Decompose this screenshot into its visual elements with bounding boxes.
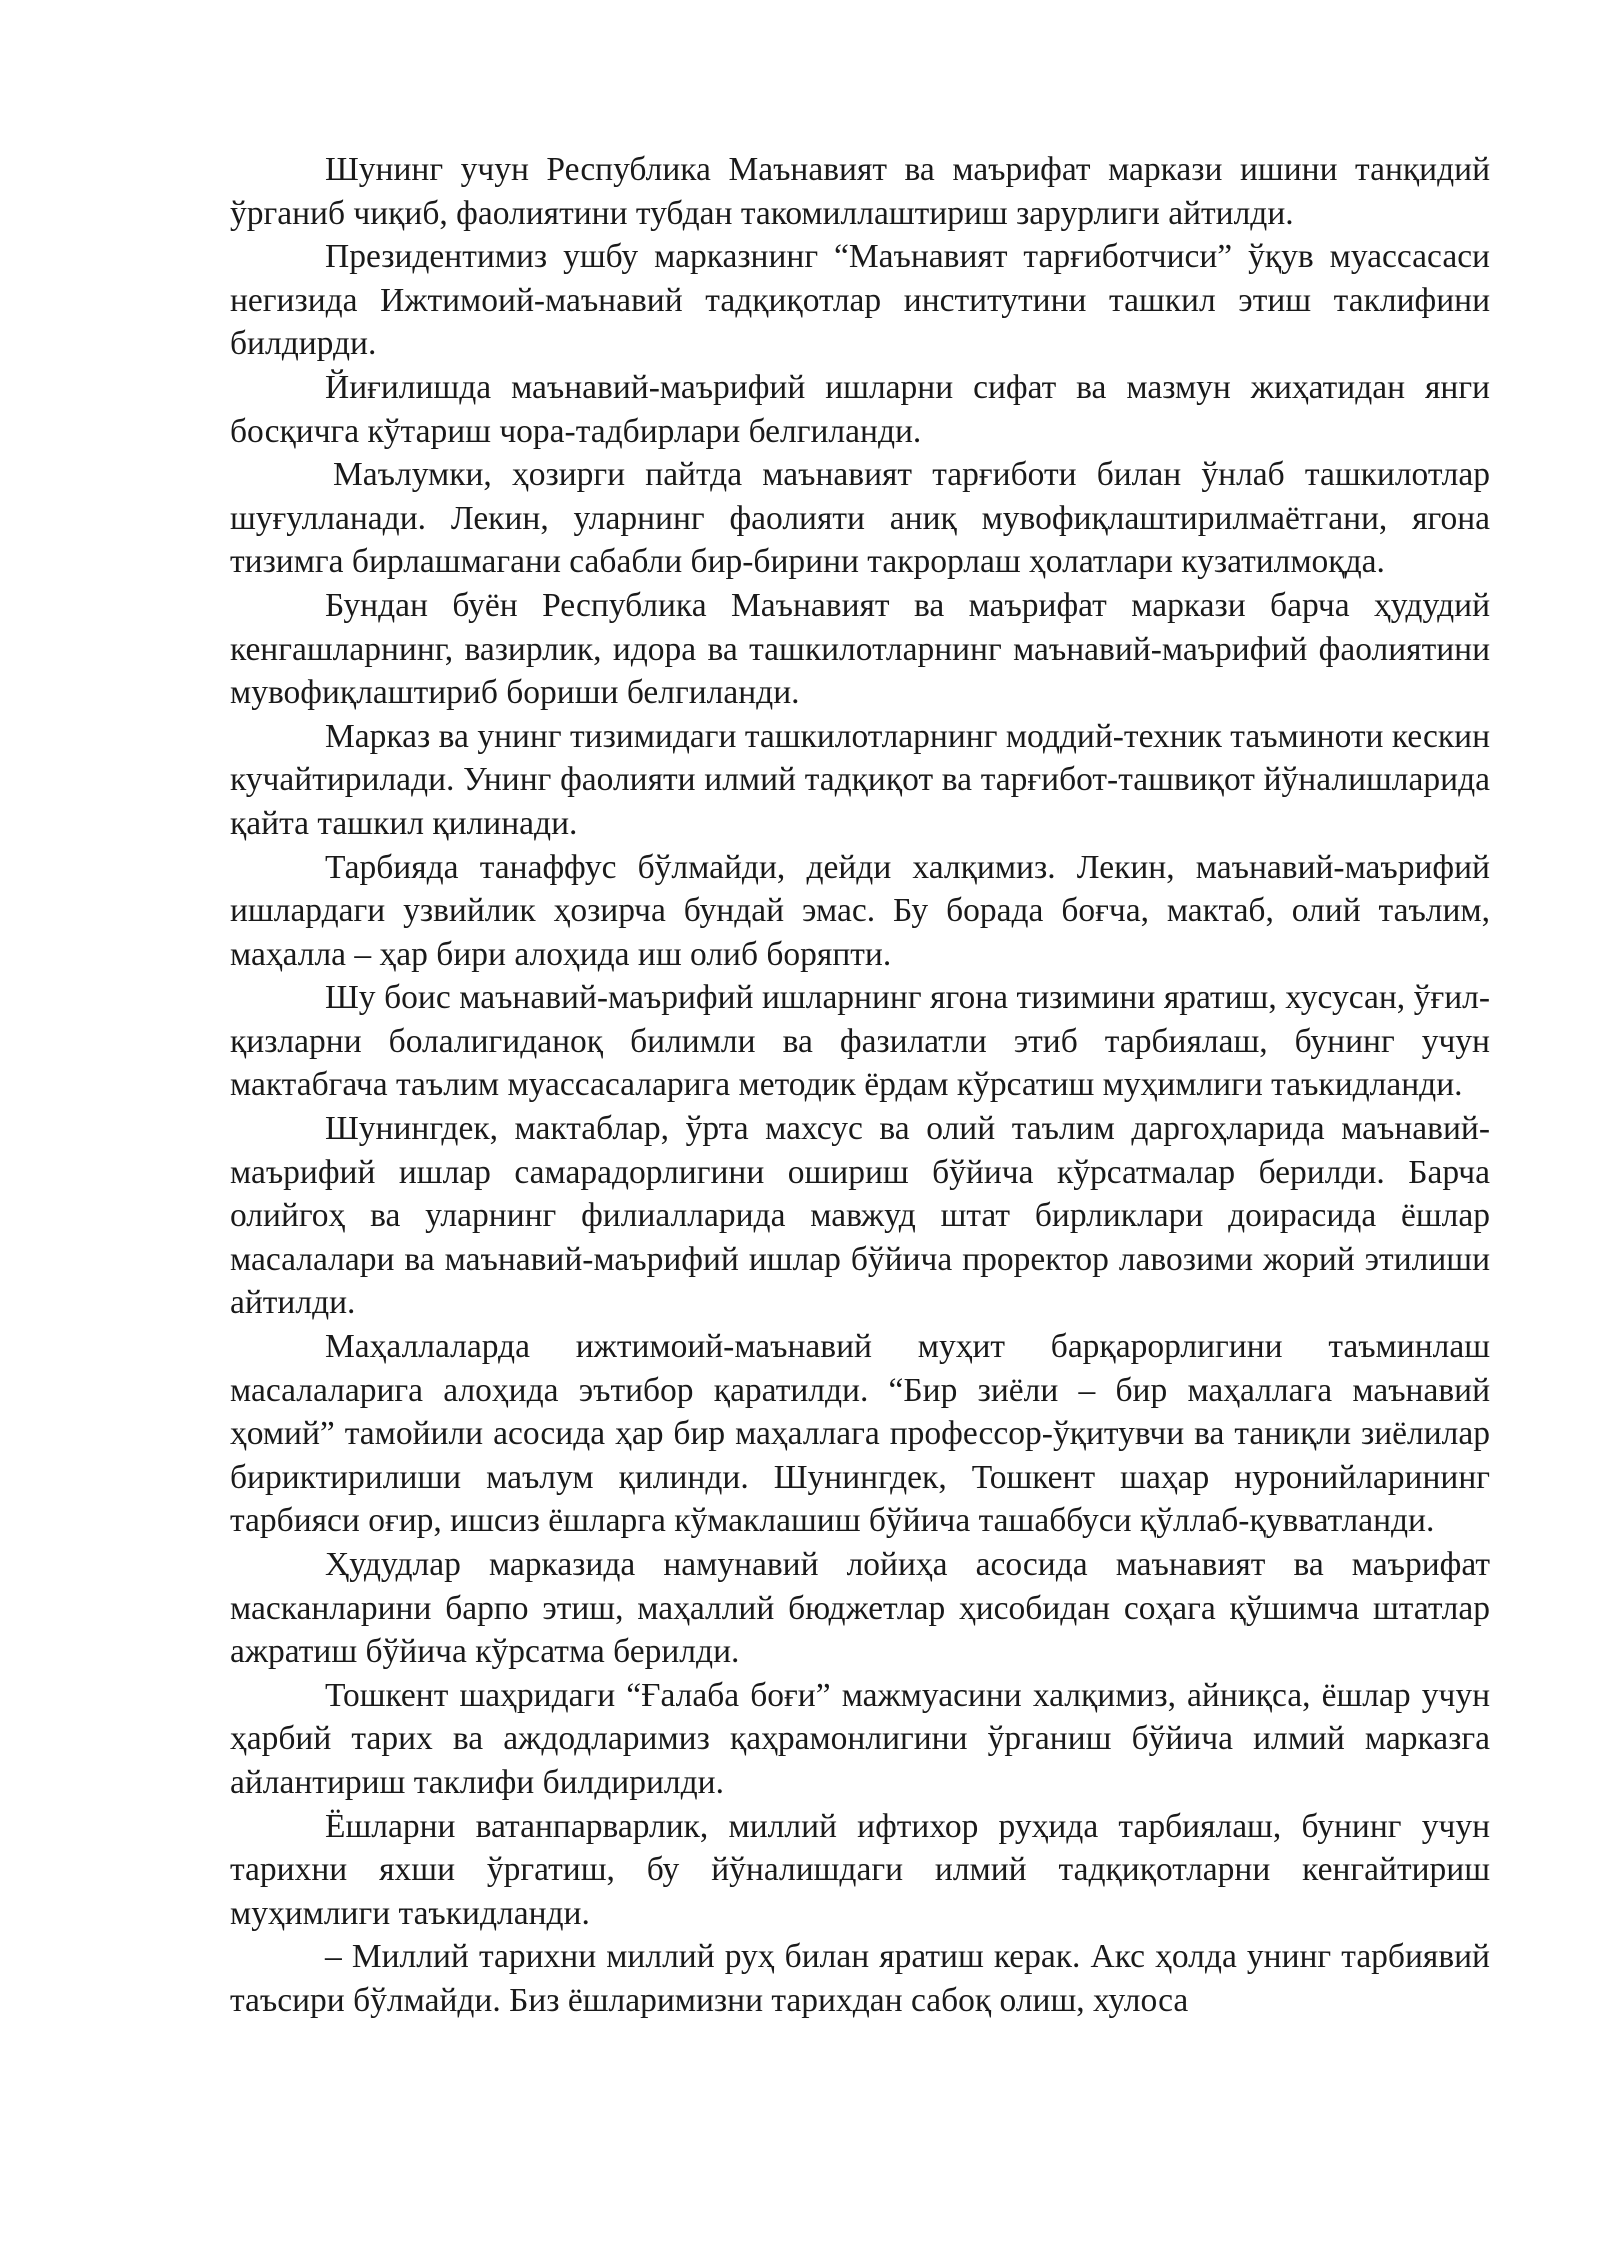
paragraph-12: Тошкент шаҳридаги “Ғалаба боғи” мажмуасини халқимиз, айниқса, ёшлар учун ҳарбий тарих ва аждодларимиз қаҳрамонлигини ўрганиш бўйича илмий марказга айлантириш таклифи билдирилди.	[230, 1676, 1490, 1801]
paragraph-2: Президентимиз ушбу марказнинг “Маънавият тарғиботчиси” ўқув муассасаси негизида Ижтимоий-маънавий тадқиқотлар институтини ташкил этиш таклифини билдирди.	[230, 238, 1490, 363]
paragraph-14: – Миллий тарихни миллий руҳ билан яратиш керак. Акс ҳолда унинг тарбиявий таъсири бўлмайди. Биз ёшларимизни тарихдан сабоқ олиш, хулоса	[230, 1938, 1490, 2019]
paragraph-10: Маҳаллаларда ижтимоий-маънавий муҳит барқарорлигини таъминлаш масалаларига алоҳида эътибор қаратилди. “Бир зиёли – бир маҳаллага маънавий ҳомий” тамойили асосида ҳар бир маҳаллага профессор-ўқитувчи ва таниқли зиёлилар бириктирилиши маълум қилинди. Шунингдек, Тошкент шаҳар нуронийларининг тарбияси оғир, ишсиз ёшларга кўмаклашиш бўйича ташаббуси қўллаб-қувватланди.	[230, 1328, 1490, 1540]
paragraph-6: Марказ ва унинг тизимидаги ташкилотларнинг моддий-техник таъминоти кескин кучайтирилади. Унинг фаолияти илмий тадқиқот ва тарғибот-ташвиқот йўналишларида қайта ташкил қилинади.	[230, 717, 1490, 842]
paragraph-5: Бундан буён Республика Маънавият ва маърифат маркази барча ҳудудий кенгашларнинг, вазирлик, идора ва ташкилотларнинг маънавий-маърифий фаолиятини мувофиқлаштириб бориши белгиланди.	[230, 586, 1490, 712]
document-page	[230, 148, 1490, 2023]
paragraph-4: Маълумки, ҳозирги пайтда маънавият тарғиботи билан ўнлаб ташкилотлар шуғулланади. Лекин, уларнинг фаолияти аниқ мувофиқлаштирилмаётгани, ягона тизимга бирлашмагани сабабли бир-бирини такрорлаш ҳолатлари кузатилмоқда.	[230, 456, 1490, 581]
paragraph-1: Шунинг учун Республика Маънавият ва маърифат маркази ишини танқидий ўрганиб чиқиб, фаолиятини тубдан такомиллаштириш зарурлиги айтилди.	[230, 151, 1490, 232]
paragraph-8: Шу боис маънавий-маърифий ишларнинг ягона тизимини яратиш, хусусан, ўғил-қизларни болалигиданоқ билимли ва фазилатли этиб тарбиялаш, бунинг учун мактабгача таълим муассасаларига методик ёрдам кўрсатиш муҳимлиги таъкидланди.	[230, 979, 1490, 1104]
paragraph-7: Тарбияда танаффус бўлмайди, дейди халқимиз. Лекин, маънавий-маърифий ишлардаги узвийлик ҳозирча бундай эмас. Бу борада боғча, мактаб, олий таълим, маҳалла – ҳар бири алоҳида иш олиб боряпти.	[230, 848, 1490, 973]
paragraph-13: Ёшларни ватанпарварлик, миллий ифтихор руҳида тарбиялаш, бунинг учун тарихни яхши ўргатиш, бу йўналишдаги илмий тадқиқотларни кенгайтириш муҳимлиги таъкидланди.	[230, 1807, 1490, 1932]
paragraph-11: Ҳудудлар марказида намунавий лойиҳа асосида маънавият ва маърифат масканларини барпо этиш, маҳаллий бюджетлар ҳисобидан соҳага қўшимча штатлар ажратиш бўйича кўрсатма берилди.	[230, 1546, 1490, 1671]
paragraph-3: Йиғилишда маънавий-маърифий ишларни сифат ва мазмун жиҳатидан янги босқичга кўтариш чора-тадбирлари белгиланди.	[230, 368, 1490, 450]
paragraph-9: Шунингдек, мактаблар, ўрта махсус ва олий таълим даргоҳларида маънавий-маърифий ишлар самарадорлигини ошириш бўйича кўрсатмалар берилди. Барча олийгоҳ ва уларнинг филиалларида мавжуд штат бирликлари доирасида ёшлар масалалари ва маънавий-маърифий ишлар бўйича проректор лавозими жорий этилиши айтилди.	[230, 1110, 1490, 1322]
